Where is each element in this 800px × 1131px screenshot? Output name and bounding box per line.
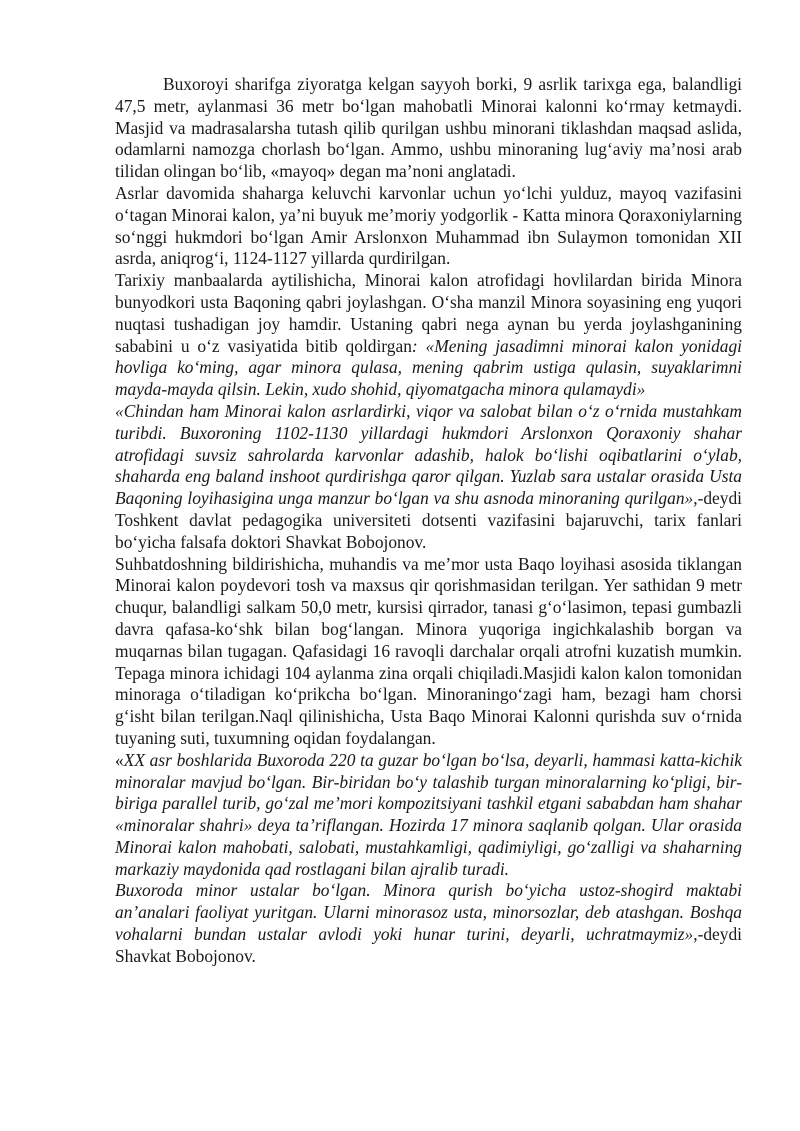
paragraph-construction <box>115 554 742 750</box>
text-run: Suhbatdoshning bildirishicha, muhandis va me’mor usta Baqo loyihasi asosida tiklangan Minorai kalon poydevori tosh va maxsus qir qorishmasidan terilgan. Yer sathidan 9 metr chuqur, balandligi salkam 50,0 metr, kursisi qirrador, tanasi g‘o‘lasimon, tepasi gumbazli davra qafasa-ko‘shk bilan bog‘langan. Minora yuqoriga ingichkalashib borgan va muqarnas bilan tugagan. Qafasidagi 16 ravoqli darchalar orqali atrofni kuzatish mumkin. Tepaga minora ichidagi 104 aylanma zina orqali chiqiladi.Masjidi kalon kalon tomonidan minoraga o‘tiladigan ko‘prikcha bo‘lgan. Minoraningo‘zagi ham, bezagi ham chorsi g‘isht bilan terilgan.Naql qilinishicha, Usta Baqo Minorai Kalonni qurishda suv o‘rnida tuyaning suti, tuxumning oqidan foydalangan. <box>115 553 742 748</box>
quote-run: : «Mening jasadimni minorai kalon yonidagi hovliga ko‘ming, agar minora qulasa, mening qabrim ustiga qulasin, suyaklarimni mayda-mayda qilsin. Lekin, xudo shohid, qiyomatgacha minora qulamaydi» <box>115 335 742 400</box>
paragraph-intro <box>115 74 742 183</box>
text-run: -deydi Toshkent davlat pedagogika universiteti dotsenti vazifasini bajaruvchi, tarix fanlari bo‘yicha falsafa doktori Shavkat Bobojonov. <box>115 488 742 552</box>
quote-run: Buxoroda minor ustalar bo‘lgan. Minora qurish bo‘yicha ustoz-shogird maktabi an’analari faoliyat yuritgan. Ularni minorasoz usta, minorsozlar, deb atashgan. Boshqa vohalarni bundan ustalar avlodi yoki hunar turini, deyarli, uchratmaymiz» <box>115 880 742 945</box>
paragraph-minarets-city <box>115 750 742 881</box>
text-run: ,-deydi Shavkat Bobojonov. <box>115 924 742 966</box>
text-run: « <box>115 749 124 770</box>
text-run: Tarixiy manbaalarda aytilishicha, Minorai kalon atrofidagi hovlilardan birida Minora bunyodkori usta Baqoning qabri joylashgan. O‘sha manzil Minora soyasining eng yuqori nuqtasi tushadigan joy hamdir. Ustaning qabri nega aynan bu yerda joylashganining sababini u o‘z vasiyatida bitib qoldirgan <box>115 270 742 356</box>
text-run: Buxoroyi sharifga ziyoratga kelgan sayyoh borki, 9 asrlik tarixga ega, balandligi 47,5 metr, aylanmasi 36 metr bo‘lgan mahobatli Minorai kalonni ko‘rmay ketmaydi. Masjid va madrasalarsha tutash qilib qurilgan ushbu minorani tiklashdan maqsad aslida, odamlarni namozga chorlash bo‘lgan. Ammo, ushbu minoraning lug‘aviy ma’nosi arab tilidan olingan bo‘lib, «mayoq» degan ma’noni anglatadi. <box>115 74 742 182</box>
paragraph-expert-quote <box>115 401 742 554</box>
text-run: Asrlar davomida shaharga keluvchi karvonlar uchun yo‘lchi yulduz, mayoq vazifasini o‘tagan Minorai kalon, ya’ni buyuk me’moriy yodgorlik - Katta minora Qoraxoniylarning so‘nggi hukmdori bo‘lgan Amir Arslonxon Muhammad ibn Sulaymon tomonidan XII asrda, aniqrog‘i, 1124-1127 yillarda qurdirilgan. <box>115 182 742 269</box>
paragraph-masters <box>115 880 742 967</box>
quote-run: XX asr boshlarida Buxoroda 220 ta guzar bo‘lgan bo‘lsa, deyarli, hammasi katta-kichik minoralar mavjud bo‘lgan. Bir-biridan bo‘y talashib turgan minoralarning ko‘pligi, bir-biriga parallel turib, go‘zal me’mori kompozitsiyani tashkil etgani sababdan ham shahar «minoralar shahri» deya ta’riflangan. Hozirda 17 minora saqlanib qolgan. Ular orasida Minorai kalon mahobati, salobati, mustahkamligi, qadimiyligi, go‘zalligi va shaharning markaziy maydonida qad rostlagani bilan ajralib turadi. <box>115 749 742 879</box>
paragraph-history <box>115 183 742 270</box>
paragraph-sources <box>115 270 742 401</box>
quote-run: «Chindan ham Minorai kalon asrlardirki, viqor va salobat bilan o‘z o‘rnida mustahkam turibdi. Buxoroning 1102-1130 yillardagi hukmdori Arslonxon Qoraxoniy shahar atrofidagi suvsiz sahrolarda karvonlar adashib, halok bo‘lishi oqibatlarini o‘ylab, shaharda eng baland inshoot qurdirishga qaror qilgan. Yuzlab sara ustalar orasida Usta Baqoning loyihasigina unga manzur bo‘lgan va shu asnoda minoraning qurilgan», <box>115 400 742 509</box>
